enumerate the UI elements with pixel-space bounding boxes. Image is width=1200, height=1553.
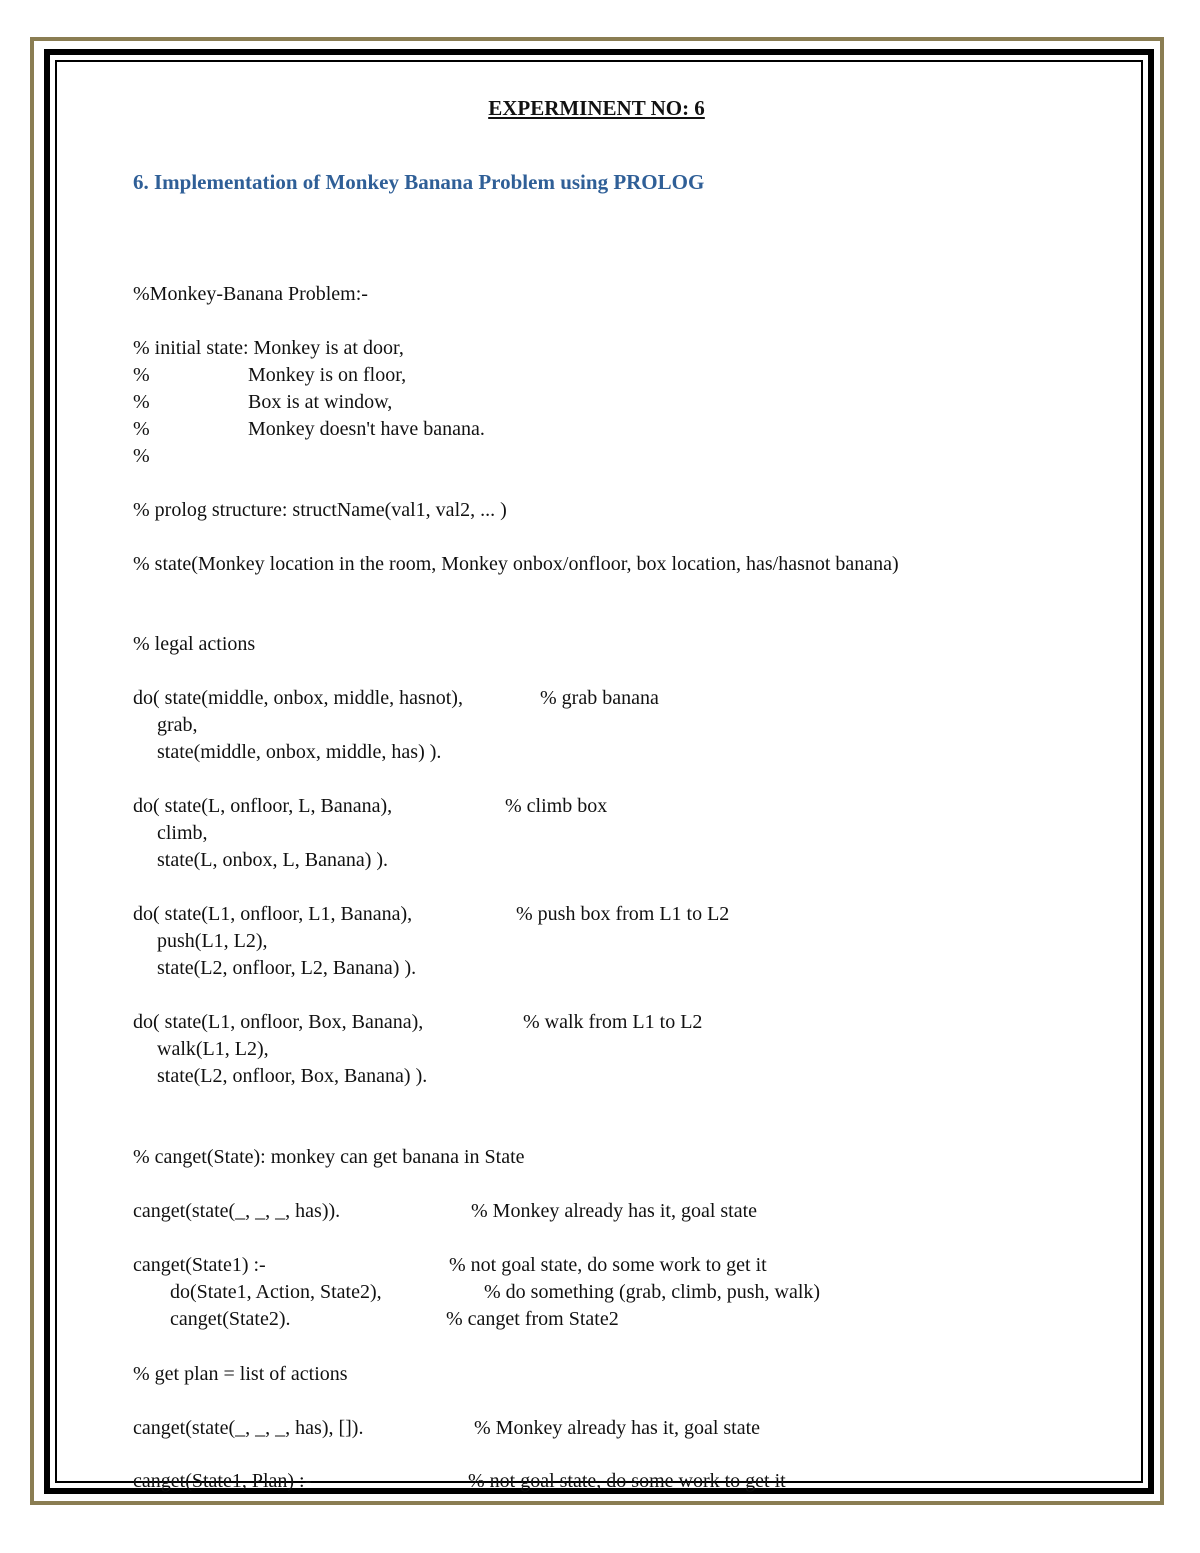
code-line: do( state(L, onfloor, L, Banana), <box>133 795 393 817</box>
code-line: canget(State2). <box>170 1308 291 1330</box>
code-line: do( state(middle, onbox, middle, hasnot), <box>133 687 463 709</box>
code-comment: % Monkey already has it, goal state <box>474 1417 761 1439</box>
code-line: state(L2, onfloor, Box, Banana) ). <box>157 1065 428 1087</box>
code-comment: % not goal state, do some work to get it <box>449 1254 767 1276</box>
code-line: do(State1, Action, State2), <box>170 1281 382 1303</box>
code-line: % canget(State): monkey can get banana in State <box>133 1146 525 1168</box>
code-line: % get plan = list of actions <box>133 1363 348 1385</box>
code-line: canget(State1) :- <box>133 1254 266 1276</box>
code-line: state(L, onbox, L, Banana) ). <box>157 849 389 871</box>
code-line: walk(L1, L2), <box>157 1038 269 1060</box>
code-line: canget(state(_, _, _, has), []). <box>133 1417 364 1439</box>
code-line: climb, <box>157 822 208 844</box>
code-line: % <box>133 391 150 413</box>
code-line: grab, <box>157 714 198 736</box>
code-line: push(L1, L2), <box>157 930 268 952</box>
code-line: % <box>133 445 150 467</box>
code-comment: % not goal state, do some work to get it <box>468 1470 786 1492</box>
code-line: % <box>133 418 150 440</box>
code-line: % legal actions <box>133 633 256 655</box>
code-line: % state(Monkey location in the room, Monkey onbox/onfloor, box location, has/hasnot banana) <box>133 553 899 575</box>
code-line: Monkey doesn't have banana. <box>248 418 485 440</box>
code-line: % prolog structure: structName(val1, val2, ... ) <box>133 499 507 521</box>
code-comment: % grab banana <box>540 687 659 709</box>
code-line: Monkey is on floor, <box>248 364 407 386</box>
code-line: do( state(L1, onfloor, L1, Banana), <box>133 903 413 925</box>
code-comment: % push box from L1 to L2 <box>516 903 730 925</box>
code-comment: % climb box <box>505 795 608 817</box>
code-line: % initial state: Monkey is at door, <box>133 337 404 359</box>
code-line: do( state(L1, onfloor, Box, Banana), <box>133 1011 424 1033</box>
code-line: canget(State1, Plan) :- <box>133 1470 312 1492</box>
code-line: %Monkey-Banana Problem:- <box>133 283 368 305</box>
experiment-title: EXPERMINENT NO: 6 <box>488 96 705 120</box>
code-line: % <box>133 364 150 386</box>
code-line: canget(state(_, _, _, has)). <box>133 1200 341 1222</box>
code-line: Box is at window, <box>248 391 393 413</box>
experiment-subtitle: 6. Implementation of Monkey Banana Problem using PROLOG <box>133 170 705 194</box>
code-comment: % walk from L1 to L2 <box>523 1011 703 1033</box>
code-comment: % Monkey already has it, goal state <box>471 1200 758 1222</box>
code-line: state(middle, onbox, middle, has) ). <box>157 741 442 763</box>
code-comment: % do something (grab, climb, push, walk) <box>484 1281 821 1303</box>
code-line: state(L2, onfloor, L2, Banana) ). <box>157 957 417 979</box>
code-comment: % canget from State2 <box>446 1308 619 1330</box>
